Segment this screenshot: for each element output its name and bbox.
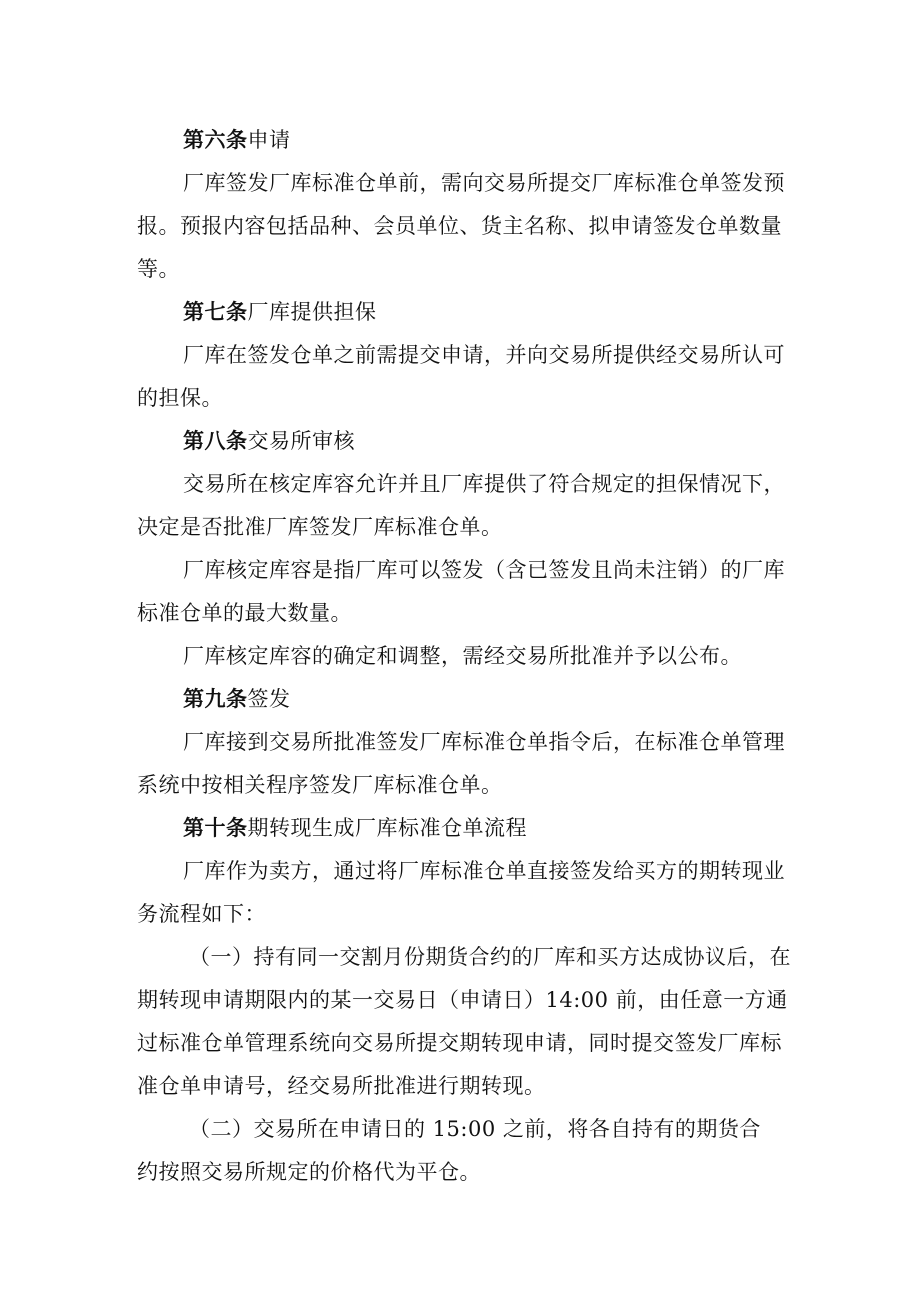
article-7-number: 第七条: [183, 299, 248, 324]
article-10-item-1-line: （一）持有同一交割月份期货合约的厂库和买方达成协议后，在: [189, 945, 791, 969]
article-10-heading: [183, 814, 527, 842]
article-9-title: 签发: [247, 687, 291, 711]
article-8-paragraph-line: 厂库核定库容的确定和调整，需经交易所批准并予以公布。: [183, 644, 742, 668]
article-10-title: 期转现生成厂库标准仓单流程: [247, 816, 527, 840]
article-8-paragraph-line: 决定是否批准厂库签发厂库标准仓单。: [137, 515, 503, 539]
article-6-paragraph-line: 报。预报内容包括品种、会员单位、货主名称、拟申请签发仓单数量: [137, 214, 782, 238]
article-10-item-1-line: 准仓单申请号，经交易所批准进行期转现。: [137, 1074, 546, 1098]
article-8-paragraph-line: 厂库核定库容是指厂库可以签发（含已签发且尚未注销）的厂库: [183, 558, 785, 582]
article-7-title: 厂库提供担保: [247, 300, 377, 324]
article-8-heading: [183, 427, 355, 455]
article-10-item-1-line: 过标准仓单管理系统向交易所提交期转现申请，同时提交签发厂库标: [137, 1031, 782, 1055]
article-8-paragraph-line: 标准仓单的最大数量。: [137, 601, 352, 625]
article-10-number: 第十条: [183, 815, 248, 840]
article-10-paragraph-line: 务流程如下：: [137, 902, 266, 926]
article-7-paragraph-line: 的担保。: [137, 386, 223, 410]
article-6-number: 第六条: [183, 127, 248, 152]
article-6-title: 申请: [247, 128, 291, 152]
article-10-item-1-line: 期转现申请期限内的某一交易日（申请日）14:00 前，由任意一方通: [137, 988, 788, 1012]
article-6-heading: [183, 126, 291, 154]
article-7-heading: [183, 298, 377, 326]
article-9-paragraph-line: 系统中按相关程序签发厂库标准仓单。: [137, 773, 503, 797]
article-9-paragraph-line: 厂库接到交易所批准签发厂库标准仓单指令后，在标准仓单管理: [183, 730, 785, 754]
article-7-paragraph-line: 厂库在签发仓单之前需提交申请，并向交易所提供经交易所认可: [183, 343, 785, 367]
article-10-paragraph-line: 厂库作为卖方，通过将厂库标准仓单直接签发给买方的期转现业: [183, 859, 785, 883]
article-8-title: 交易所审核: [247, 429, 355, 453]
article-6-paragraph-line: 厂库签发厂库标准仓单前，需向交易所提交厂库标准仓单签发预: [183, 171, 785, 195]
article-6-paragraph-line: 等。: [137, 257, 180, 281]
article-10-item-2-line: （二）交易所在申请日的 15:00 之前，将各自持有的期货合: [189, 1117, 761, 1141]
article-8-paragraph-line: 交易所在核定库容允许并且厂库提供了符合规定的担保情况下，: [183, 472, 785, 496]
article-9-number: 第九条: [183, 686, 248, 711]
article-10-item-2-line: 约按照交易所规定的价格代为平仓。: [137, 1160, 481, 1184]
article-9-heading: [183, 685, 291, 713]
article-8-number: 第八条: [183, 428, 248, 453]
